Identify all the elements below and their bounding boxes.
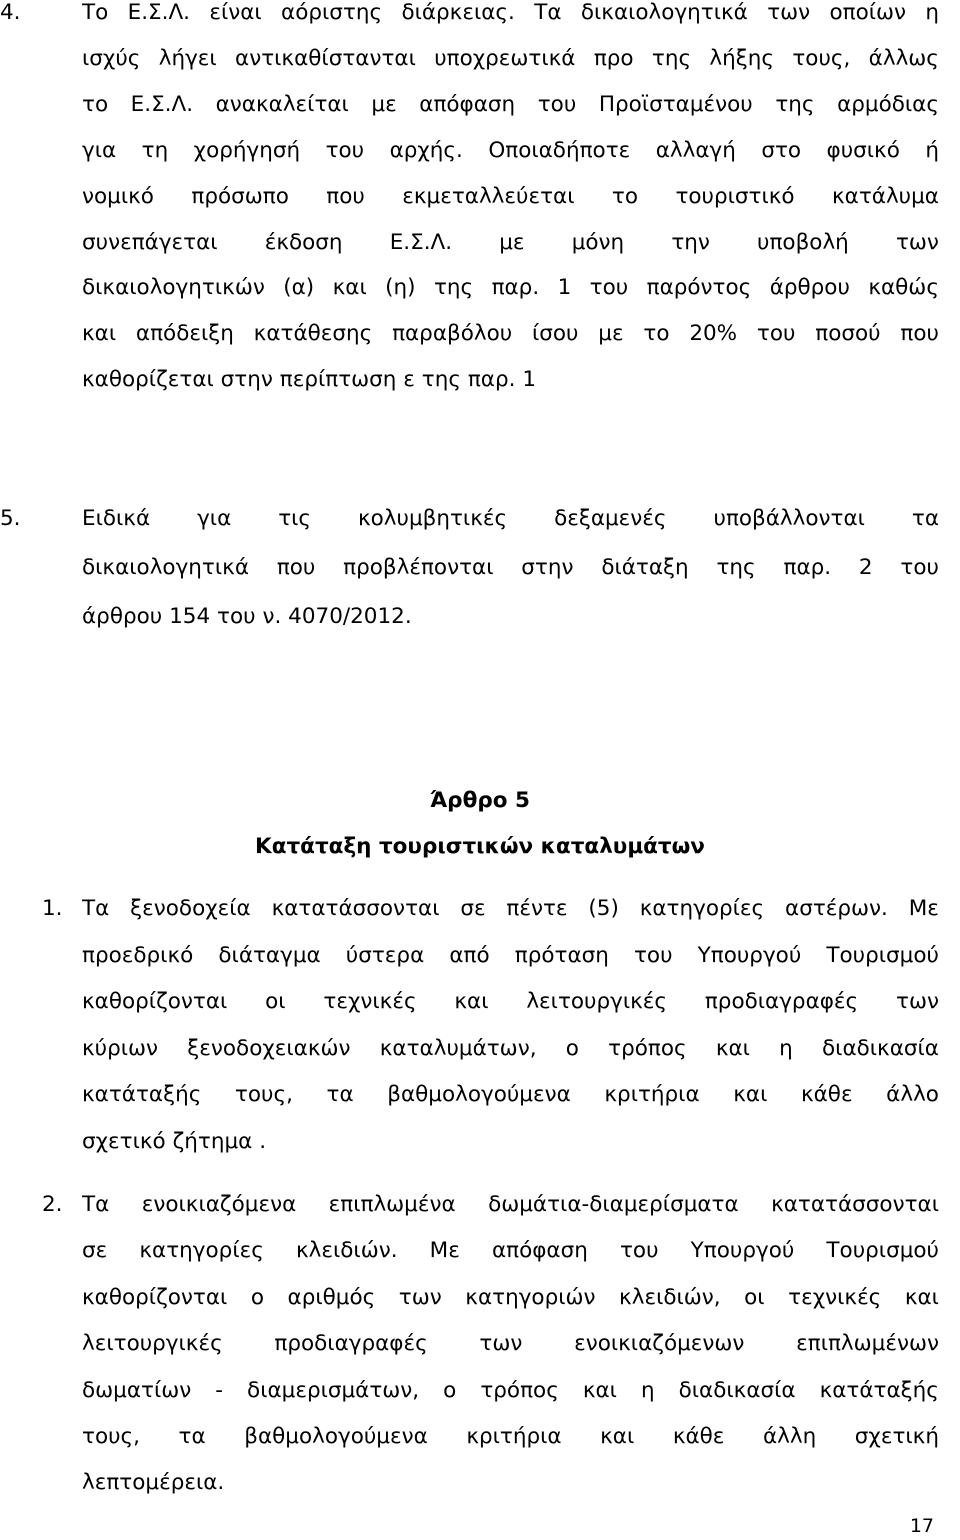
article-heading: Άρθρο 5	[430, 788, 530, 813]
text-line: σε κατηγορίες κλειδιών. Με απόφαση του Υπουργού Τουρισμού	[82, 1238, 939, 1264]
text-line: Τα ενοικιαζόμενα επιπλωμένα δωμάτια-διαμερίσματα κατατάσσονται	[82, 1192, 939, 1217]
text-line: και απόδειξη κατάθεσης παραβόλου ίσου με το 20% του ποσού που	[82, 321, 939, 347]
item-number: 5.	[0, 506, 21, 531]
article-title: Κατάταξη τουριστικών καταλυμάτων	[255, 834, 705, 859]
item-number: 4.	[0, 0, 21, 25]
text-line: προεδρικό διάταγμα ύστερα από πρόταση του Υπουργού Τουρισμού	[82, 942, 939, 968]
text-line: συνεπάγεται έκδοση Ε.Σ.Λ. με μόνη την υποβολή των	[82, 229, 939, 255]
text-line: λειτουργικές προδιαγραφές των ενοικιαζόμενων επιπλωμένων	[82, 1331, 939, 1357]
text-line: δικαιολογητικών (α) και (η) της παρ. 1 του παρόντος άρθρου καθώς	[82, 275, 939, 301]
text-line: σχετικό ζήτημα .	[82, 1129, 267, 1154]
text-line: κατάταξής τους, τα βαθμολογούμενα κριτήρια και κάθε άλλο	[82, 1082, 939, 1108]
text-line: τους, τα βαθμολογούμενα κριτήρια και κάθε άλλη σχετική	[82, 1424, 939, 1449]
text-line: καθορίζονται οι τεχνικές και λειτουργικές προδιαγραφές των	[82, 989, 939, 1015]
text-line: Ειδικά για τις κολυμβητικές δεξαμενές υποβάλλονται τα	[82, 506, 939, 531]
text-line: νομικό πρόσωπο που εκμεταλλεύεται το τουριστικό κατάλυμα	[82, 183, 939, 209]
text-line: κύριων ξενοδοχειακών καταλυμάτων, ο τρόπος και η διαδικασία	[82, 1035, 939, 1061]
text-line: το Ε.Σ.Λ. ανακαλείται με απόφαση του Προϊσταμένου της αρμόδιας	[82, 91, 939, 117]
text-line: ισχύς λήγει αντικαθίστανται υποχρεωτικά προ της λήξης τους, άλλως	[82, 45, 939, 71]
text-line: Τα ξενοδοχεία κατατάσσονται σε πέντε (5) κατηγορίες αστέρων. Με	[82, 896, 939, 921]
text-line: καθορίζεται στην περίπτωση ε της παρ. 1	[82, 367, 537, 393]
text-line: δικαιολογητικά που προβλέπονται στην διάταξη της παρ. 2 του	[82, 555, 939, 580]
page-number: 17	[909, 1515, 934, 1537]
text-line: άρθρου 154 του ν. 4070/2012.	[82, 604, 412, 629]
text-line: Το Ε.Σ.Λ. είναι αόριστης διάρκειας. Τα δικαιολογητικά των οποίων η	[82, 0, 939, 25]
text-line: δωματίων - διαμερισμάτων, ο τρόπος και η διαδικασία κατάταξής	[82, 1377, 939, 1403]
text-line: καθορίζονται ο αριθμός των κατηγοριών κλειδιών, οι τεχνικές και	[82, 1284, 939, 1310]
paragraph-number: 2.	[42, 1192, 63, 1217]
text-line: για τη χορήγησή του αρχής. Οποιαδήποτε αλλαγή στο φυσικό ή	[82, 137, 939, 163]
paragraph-number: 1.	[42, 896, 63, 921]
text-line: λεπτομέρεια.	[82, 1470, 225, 1496]
